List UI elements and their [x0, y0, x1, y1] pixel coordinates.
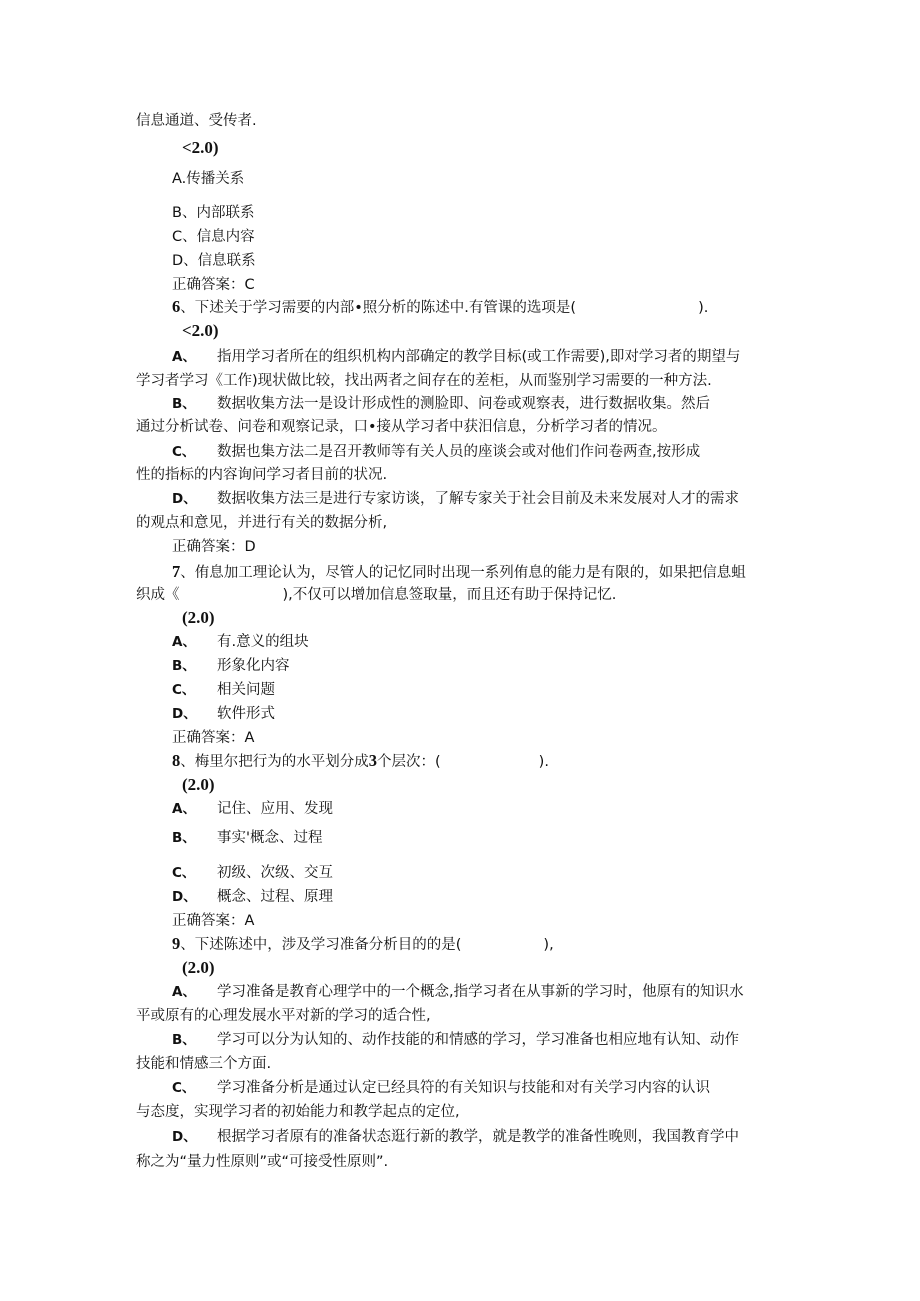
q6-option-d-line1: 数据收集方法三是进行专家访谈，了解专家关于社会目前及未来发展对人才的需求	[217, 491, 739, 507]
q7-option-a: 有.意义的组块	[217, 634, 309, 650]
q7-stem-line2-start: 织成《	[136, 587, 180, 603]
q7-stem-line1	[172, 563, 746, 582]
q8-answer: 正确答案：A	[172, 913, 255, 929]
q9-score: (2.0)	[182, 958, 215, 977]
q9-option-d-line1: 根据学习者原有的准备状态逛行新的教学，就是教学的准备性晚则，我国教育学中	[217, 1129, 739, 1145]
q9-option-a-line1: 学习准备是教育心理学中的一个概念,指学习者在从事新的学习时，他原有的知识水	[217, 984, 744, 1000]
q6-option-a-line1: 指用学习者所在的组织机构内部确定的教学目标(或工作需要),即对学习者的期望与	[217, 349, 741, 365]
q9-option-d-line2: 称之为“量力性原则”或“可接受性原则”.	[136, 1154, 389, 1170]
q6-option-d-label: D、	[172, 491, 197, 507]
q8-option-c: 初级、次级、交互	[217, 865, 333, 881]
q8-option-a: 记住、应用、发现	[217, 801, 333, 817]
q9-stem	[172, 935, 554, 954]
q7-score: (2.0)	[182, 608, 215, 627]
q9-option-d-label: D、	[172, 1129, 197, 1145]
q9-option-b-line2: 技能和情感三个方面.	[136, 1056, 272, 1072]
q9-option-a-line2: 平或原有的心理发展水平对新的学习的适合性,	[136, 1008, 431, 1024]
q6-score: <2.0)	[182, 321, 219, 340]
q7-option-c-label: C、	[172, 682, 196, 698]
q9-stem-end: ),	[543, 937, 554, 953]
q6-option-b-label: B、	[172, 396, 196, 412]
q6-option-c-label: C、	[172, 444, 196, 460]
q6-stem-text: 、下述关于学习需要的内部•照分析的陈述中.有管课的选项是(	[180, 300, 577, 316]
q5-stem-tail: 信息通道、受传者.	[136, 113, 257, 129]
q6-option-d-line2: 的观点和意见，并进行有关的数据分析,	[136, 515, 388, 531]
q7-stem-line2	[136, 586, 616, 604]
q7-option-a-label: A、	[172, 634, 196, 650]
q6-option-c-line2: 性的指标的内容询问学习者目前的状况.	[136, 467, 388, 483]
q8-option-d-label: D、	[172, 889, 197, 905]
q8-option-a-label: A、	[172, 801, 196, 817]
q7-option-b-label: B、	[172, 658, 196, 674]
q8-stem-count: 3	[368, 751, 377, 770]
q9-option-b-label: B、	[172, 1032, 196, 1048]
q9-option-b-line1: 学习可以分为认知的、动作技能的和情感的学习，学习准备也相应地有认知、动作	[217, 1032, 739, 1048]
q6-number: 6	[172, 297, 181, 316]
q7-option-b: 形象化内容	[217, 658, 290, 674]
q6-option-c-line1: 数据也集方法二是召开教师等有关人员的座谈会或对他们作问卷两查,按形成	[217, 444, 701, 460]
q5-option-b: B、内部联系	[172, 205, 255, 221]
q5-answer: 正确答案：C	[172, 277, 255, 293]
q8-stem	[172, 752, 549, 771]
q8-stem-mid: 个层次：(	[377, 754, 441, 770]
q8-option-d: 概念、过程、原理	[217, 889, 333, 905]
q8-stem-text: 、梅里尔把行为的水平划分成	[180, 754, 369, 770]
q6-stem-end: ).	[698, 300, 709, 316]
q9-stem-text: 、下述陈述中，涉及学习准备分析目的的是(	[180, 937, 462, 953]
q6-option-a-label: A、	[172, 349, 196, 365]
q6-option-a-line2: 学习者学习《工作)现状做比较，找出两者之间存在的差柜，从而鉴别学习需要的一种方法.	[136, 373, 712, 389]
q8-option-b-label: B、	[172, 830, 196, 846]
q9-option-c-line2: 与态度，实现学习者的初始能力和教学起点的定位,	[136, 1104, 460, 1120]
q5-option-d: D、信息联系	[172, 253, 256, 269]
q8-option-c-label: C、	[172, 865, 196, 881]
q7-stem-text: 、侑息加工理论认为，尽管人的记忆同时出现一系列侑息的能力是有限的，如果把信息蛆	[180, 565, 746, 581]
q7-option-d-label: D、	[172, 706, 197, 722]
q7-number: 7	[172, 562, 181, 581]
q8-option-b: 事实'概念、过程	[217, 830, 323, 846]
q7-stem-line2-end: ),不仅可以增加信息签取量，而且还有助于保持记忆.	[282, 587, 617, 603]
q5-option-c: C、信息内容	[172, 229, 255, 245]
q9-number: 9	[172, 934, 181, 953]
q9-option-c-label: C、	[172, 1080, 196, 1096]
q6-answer: 正确答案：D	[172, 539, 256, 555]
q8-stem-end: ).	[538, 754, 549, 770]
q7-option-c: 相关问题	[217, 682, 275, 698]
q8-number: 8	[172, 751, 181, 770]
q6-stem	[172, 298, 708, 317]
q9-option-a-label: A、	[172, 984, 196, 1000]
q6-option-b-line1: 数据收集方法一是设计形成性的测脸即、问卷或观察表，进行数据收集。然后	[217, 396, 710, 412]
q5-score: <2.0)	[182, 138, 219, 157]
q8-score: (2.0)	[182, 775, 215, 794]
q7-answer: 正确答案：A	[172, 730, 255, 746]
q9-option-c-line1: 学习准备分析是通过认定已经具符的有关知识与技能和对有关学习内容的认识	[217, 1080, 710, 1096]
q6-option-b-line2: 通过分析试卷、问卷和观察记录，口•接从学习者中获汨信息，分析学习者的情况。	[136, 419, 667, 435]
q5-option-a: A.传播关系	[172, 171, 245, 187]
q7-option-d: 软件形式	[217, 706, 275, 722]
